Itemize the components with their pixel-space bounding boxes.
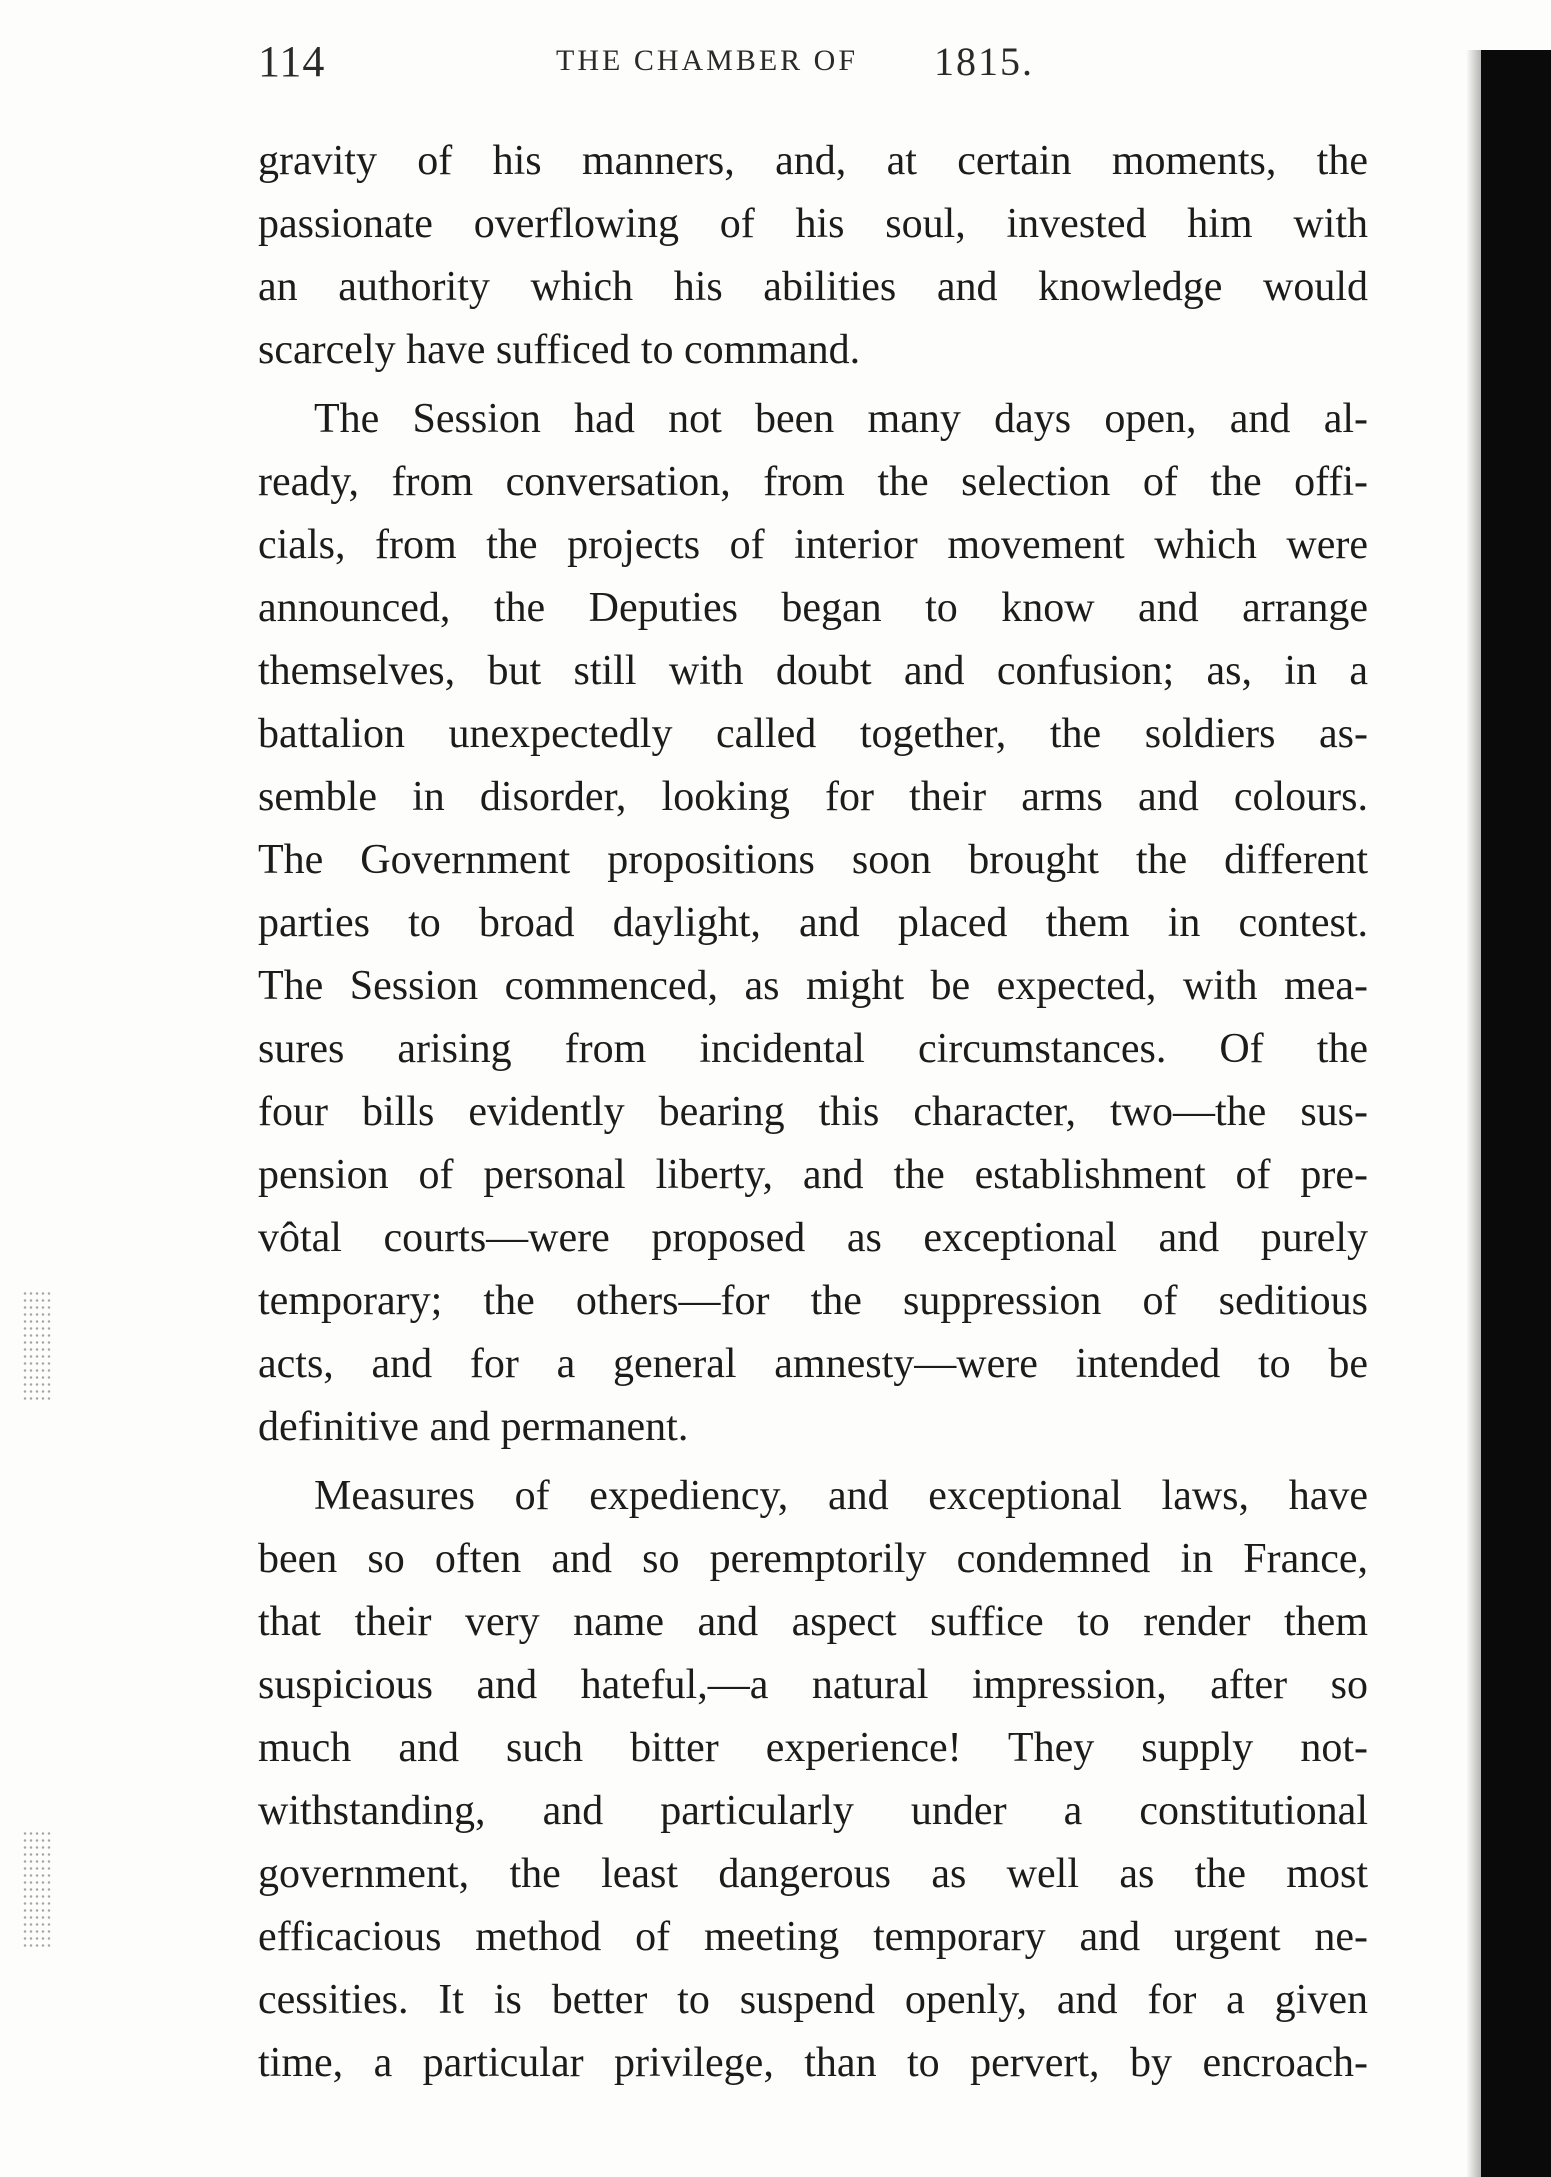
text-line: Measures of expediency, and exceptional laws, have — [314, 1473, 1368, 1519]
text-line: passionate overflowing of his soul, invested him with — [258, 201, 1368, 247]
text-line: time, a particular privilege, than to pervert, by encroach- — [258, 2040, 1368, 2086]
text-line: efficacious method of meeting temporary and urgent ne- — [258, 1914, 1368, 1960]
text-line: temporary; the others—for the suppression of seditious — [258, 1278, 1368, 1324]
text-line: themselves, but still with doubt and confusion; as, in a — [258, 648, 1368, 694]
text-line: scarcely have sufficed to command. — [258, 327, 861, 373]
binding-gutter-shadow — [1481, 50, 1551, 2177]
text-line: The Government propositions soon brought the different — [258, 837, 1368, 883]
running-head-year: 1815. — [934, 39, 1034, 84]
running-head: THE CHAMBER OF — [556, 44, 859, 77]
page-header — [258, 36, 1158, 96]
text-line: cessities. It is better to suspend openly, and for a given — [258, 1977, 1368, 2023]
page-number: 114 — [258, 37, 326, 86]
text-line: vôtal courts—were proposed as exceptional and purely — [258, 1215, 1368, 1261]
text-line: cials, from the projects of interior movement which were — [258, 522, 1368, 568]
text-line: suspicious and hateful,—a natural impression, after so — [258, 1662, 1368, 1708]
text-line: The Session had not been many days open, and al- — [314, 396, 1368, 442]
text-line: ready, from conversation, from the selection of the offi- — [258, 459, 1368, 505]
text-line: withstanding, and particularly under a constitutional — [258, 1788, 1368, 1834]
text-line: much and such bitter experience! They supply not- — [258, 1725, 1368, 1771]
text-line: definitive and permanent. — [258, 1404, 689, 1450]
text-line: government, the least dangerous as well as the most — [258, 1851, 1368, 1897]
text-line: parties to broad daylight, and placed them in contest. — [258, 900, 1368, 946]
scan-speckle — [22, 1290, 52, 1400]
text-line: gravity of his manners, and, at certain moments, the — [258, 138, 1368, 184]
text-line: acts, and for a general amnesty—were intended to be — [258, 1341, 1368, 1387]
text-line: an authority which his abilities and knowledge would — [258, 264, 1368, 310]
text-line: semble in disorder, looking for their arms and colours. — [258, 774, 1368, 820]
text-line: that their very name and aspect suffice to render them — [258, 1599, 1368, 1645]
text-line: been so often and so peremptorily condemned in France, — [258, 1536, 1368, 1582]
text-line: pension of personal liberty, and the establishment of pre- — [258, 1152, 1368, 1198]
scan-speckle — [22, 1830, 52, 1950]
text-line: battalion unexpectedly called together, the soldiers as- — [258, 711, 1368, 757]
text-line: four bills evidently bearing this character, two—the sus- — [258, 1089, 1368, 1135]
text-line: sures arising from incidental circumstances. Of the — [258, 1026, 1368, 1072]
text-line: announced, the Deputies began to know and arrange — [258, 585, 1368, 631]
body-text — [258, 130, 1368, 2095]
text-line: The Session commenced, as might be expected, with mea- — [258, 963, 1368, 1009]
